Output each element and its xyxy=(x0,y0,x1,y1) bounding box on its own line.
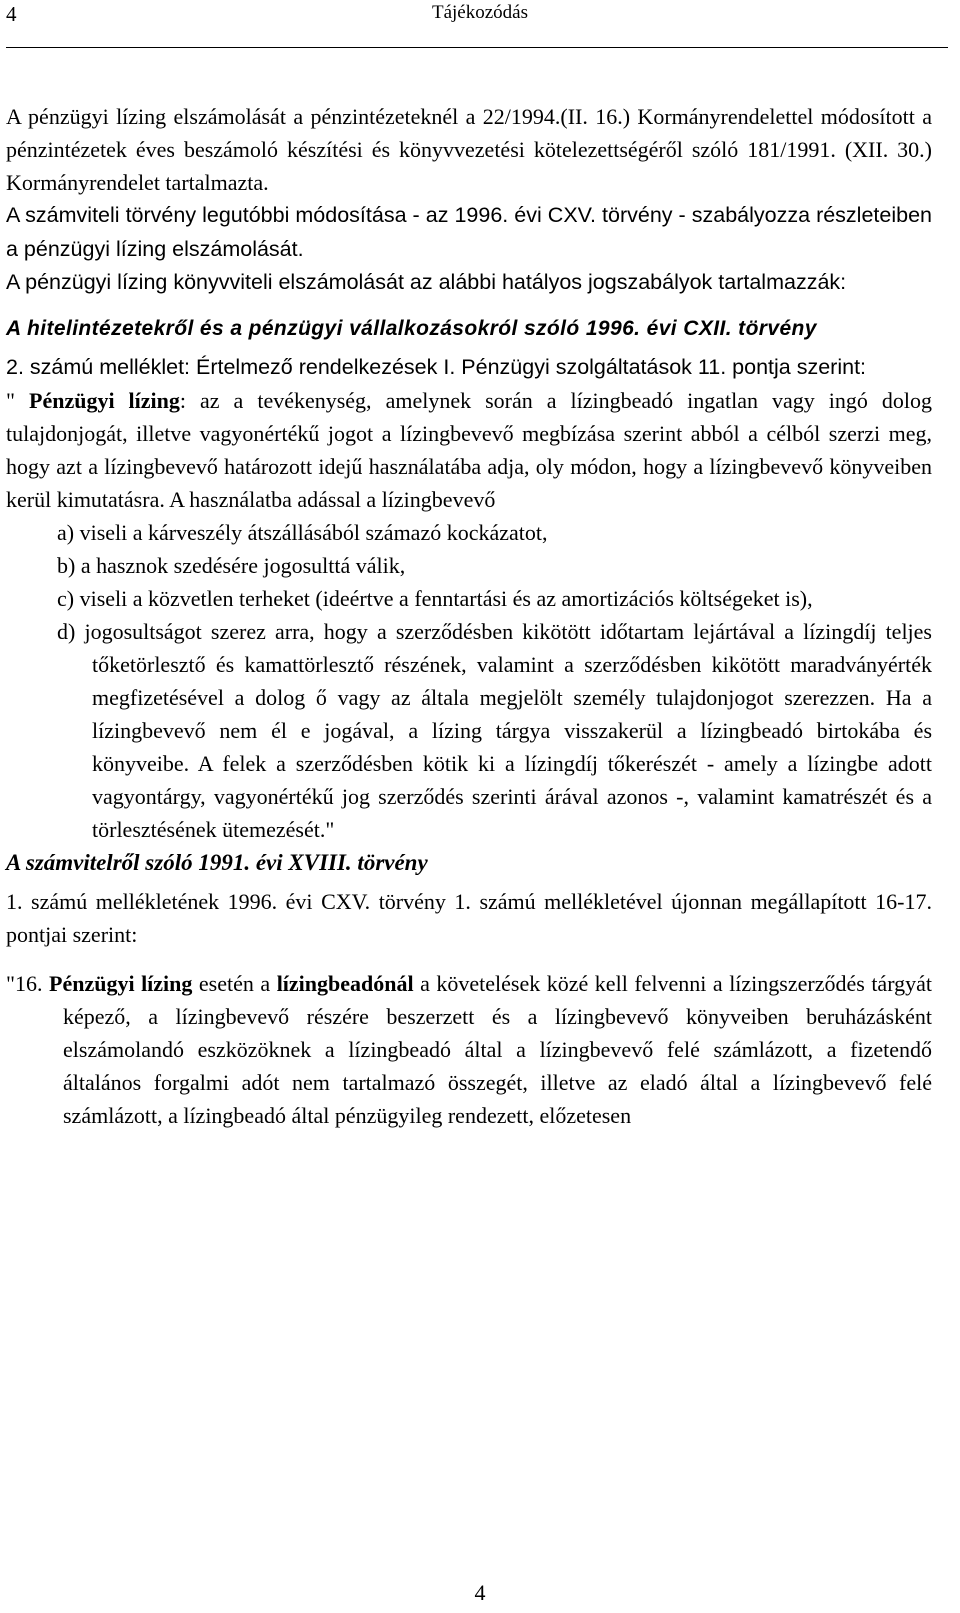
paragraph-intro: A pénzügyi lízing elszámolását a pénzintézeteknél a 22/1994.(II. 16.) Kormányrendelettel módosított a pénzintézetek éves beszámoló készítési és könyvvezetési kötelezettségéről szóló 181/1991. (XII. 30.) Kormányrendelet tartalmazta. xyxy=(6,104,932,195)
paragraph-regulations: A pénzügyi lízing könyvviteli elszámolását az alábbi hatályos jogszabályok tartalmazzák: xyxy=(6,270,847,294)
header-page-number: 4 xyxy=(6,2,17,26)
list-item: c) viseli a közvetlen terheket (ideértve a fenntartási és az amortizációs költségeket is), xyxy=(57,586,813,611)
paragraph-point-16 xyxy=(6,967,932,1132)
definition-term: Pénzügyi lízing xyxy=(29,388,180,413)
paragraph-annex: 2. számú melléklet: Értelmező rendelkezések I. Pénzügyi szolgáltatások 11. pontja szerint: xyxy=(6,354,867,379)
list-item: a) viseli a kárveszély átszállásából számazó kockázatot, xyxy=(57,520,548,545)
definition-open-quote: " xyxy=(6,388,29,413)
point-16-text-1: esetén a xyxy=(192,971,277,996)
paragraph-definition xyxy=(6,384,932,516)
header-title: Tájékozódás xyxy=(431,2,528,23)
definition-list xyxy=(6,516,932,846)
definition-text: : az a tevékenység, amelynek során a lízingbeadó ingatlan vagy ingó dolog tulajdonjogát, illetve vagyonértékű jogot a lízingbevevő megbízása szerint abból a célból szerzi meg, hogy azt a lízingbevevő határozott idejű használatába adja, oly módon, hogy a lízingbevevő könyveiben kerül kimutatásra. A használatba adással a lízingbevevő xyxy=(6,388,933,512)
point-16-number: "16. xyxy=(6,971,49,996)
list-item: b) a hasznok szedésére jogosulttá válik, xyxy=(57,553,406,578)
page-content xyxy=(6,100,932,1132)
footer-page-number: 4 xyxy=(474,1580,486,1605)
law-title-hitelintezetek: A hitelintézetekről és a pénzügyi vállalkozásokról szóló 1996. évi CXII. törvény xyxy=(6,316,817,340)
point-16-term-2: lízingbeadónál xyxy=(276,971,414,996)
law-title-szamvitel: A számvitelről szóló 1991. évi XVIII. törvény xyxy=(6,850,428,875)
paragraph-annex-amendment: 1. számú mellékletének 1996. évi CXV. törvény 1. számú mellékletével újonnan megállapított 16-17. pontjai szerint: xyxy=(6,889,932,947)
point-16-term-1: Pénzügyi lízing xyxy=(49,971,193,996)
point-16-text-2: a követelések közé kell felvenni a lízingszerződés tárgyát képező, a lízingbevevő részére beszerzett és a lízingbevevő könyveiben beruházásként elszámolandó eszközöknek a lízingbeadó által a lízingbevevő felé számlázott, a fizetendő általános forgalmi adót nem tartalmazó összegét, illetve az eladó által a lízingbevevő felé számlázott, a lízingbeadó által pénzügyileg rendezett, előzetesen xyxy=(63,971,932,1128)
list-item: d) jogosultságot szerez arra, hogy a szerződésben kikötött időtartam lejártával a lízingdíj teljes tőketörlesztő és kamattörlesztő részének, valamint a szerződésben kikötött maradványérték megfizetésével a dolog ő vagy az általa megjelölt személy tulajdonjogot szerezzen. Ha a lízingbevevő nem él e jogával, a lízing tárgya visszakerül a lízingbeadó birtokába és könyveibe. A felek a szerződésben kötik ki a lízingdíj tőkerészét - amely a lízingbe adott vagyontárgy, vagyonértékű jog szerződés szerinti árával azonos -, valamint kamatrészét és a törlesztésének ütemezését." xyxy=(57,619,932,842)
header-rule xyxy=(6,47,948,48)
paragraph-amendment: A számviteli törvény legutóbbi módosítása - az 1996. évi CXV. törvény - szabályozza részleteiben a pénzügyi lízing elszámolását. xyxy=(6,203,932,261)
page-header xyxy=(0,0,960,48)
